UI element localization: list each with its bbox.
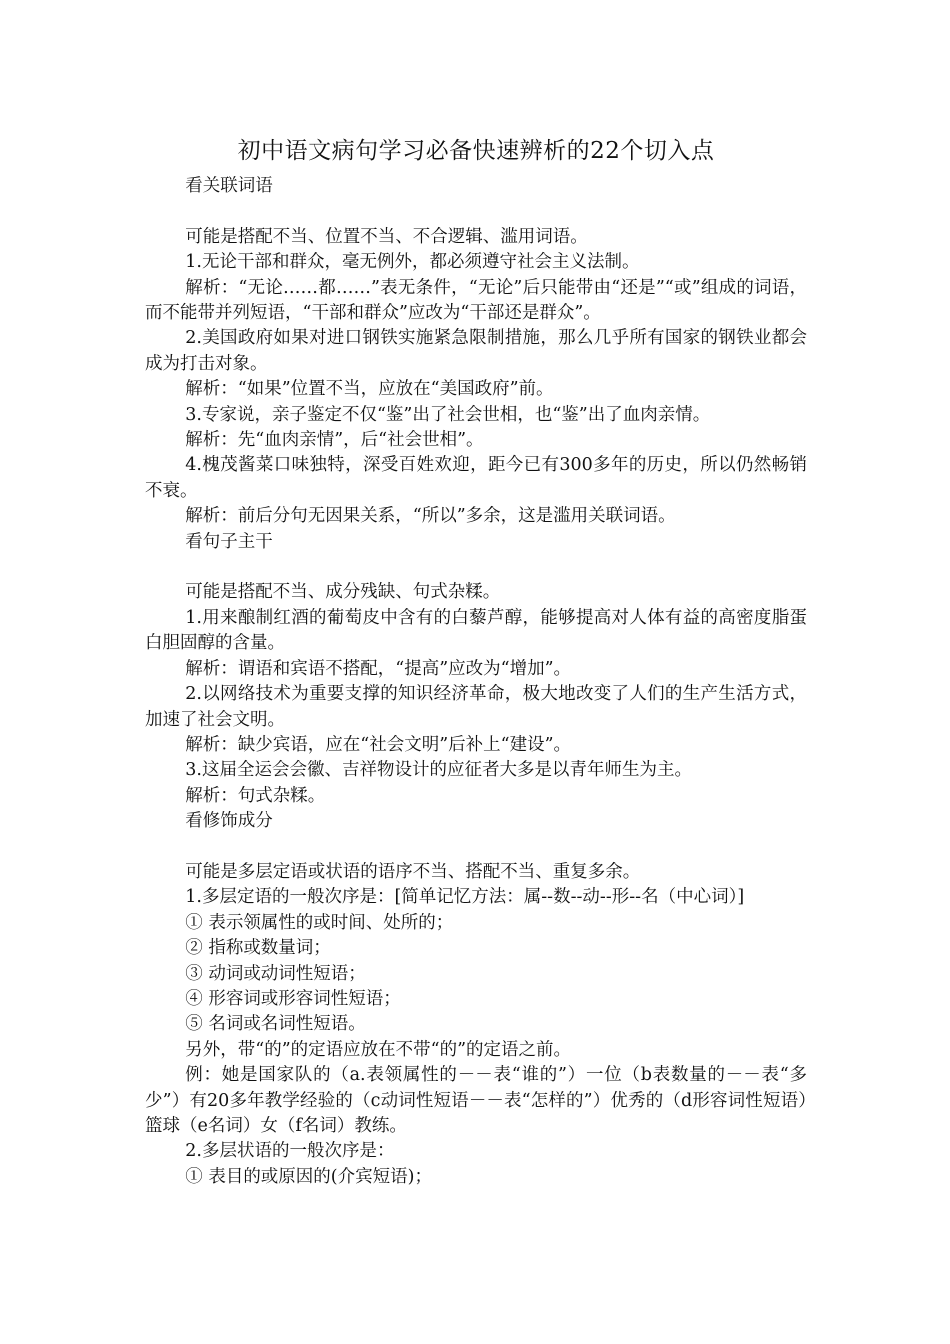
section-heading-modifiers: 看修饰成分 bbox=[185, 811, 273, 832]
section-heading-conjunctions: 看关联词语 bbox=[185, 176, 273, 196]
document-body bbox=[145, 134, 807, 1190]
paragraph: 解析：先“血肉亲情”，后“社会世相”。 bbox=[185, 430, 484, 451]
section-heading-sentence-trunk: 看句子主干 bbox=[185, 531, 273, 552]
paragraph: 1.用来酿制红酒的葡萄皮中含有的白藜芦醇，能够提高对人体有益的高密度脂蛋白胆固醇的含量。 bbox=[145, 607, 807, 654]
paragraph: 解析：句式杂糅。 bbox=[185, 785, 326, 806]
list-item: ④ 形容词或形容词性短语； bbox=[185, 988, 401, 1009]
page-title: 初中语文病句学习必备快速辨析的22个切入点 bbox=[237, 138, 715, 164]
paragraph: 解析：缺少宾语，应在“社会文明”后补上“建设”。 bbox=[185, 734, 572, 755]
list-item: ③ 动词或动词性短语； bbox=[185, 963, 366, 984]
paragraph: 1.多层定语的一般次序是：[简单记忆方法：属--数--动--形--名（中心词）] bbox=[185, 887, 745, 908]
paragraph: 解析：“如果”位置不当，应放在“美国政府”前。 bbox=[185, 379, 554, 400]
paragraph: 可能是搭配不当、成分残缺、句式杂糅。 bbox=[185, 582, 501, 603]
paragraph: 可能是多层定语或状语的语序不当、搭配不当、重复多余。 bbox=[185, 861, 641, 882]
paragraph: 2.多层状语的一般次序是： bbox=[185, 1141, 395, 1162]
paragraph: 3.这届全运会会徽、吉祥物设计的应征者大多是以青年师生为主。 bbox=[185, 760, 692, 781]
paragraph: 另外，带“的”的定语应放在不带“的”的定语之前。 bbox=[185, 1039, 572, 1060]
paragraph: 解析：前后分句无因果关系，“所以”多余，这是滥用关联词语。 bbox=[185, 506, 676, 527]
paragraph: 解析：“无论……都……”表无条件，“无论”后只能带由“还是”“或”组成的词语，而不能带并列短语，“干部和群众”应改为“干部还是群众”。 bbox=[145, 277, 807, 324]
paragraph: 例：她是国家队的（a.表领属性的－－表“谁的”）一位（b表数量的－－表“多少”）有20多年教学经验的（c动词性短语－－表“怎样的”）优秀的（d形容词性短语）篮球（e名词）女（f名词）教练。 bbox=[145, 1065, 807, 1136]
paragraph: 1.无论干部和群众，毫无例外，都必须遵守社会主义法制。 bbox=[185, 252, 640, 273]
paragraph: 2.以网络技术为重要支撑的知识经济革命，极大地改变了人们的生产生活方式，加速了社会文明。 bbox=[145, 684, 807, 730]
paragraph: 4.槐茂酱菜口味独特，深受百姓欢迎，距今已有300多年的历史，所以仍然畅销不衰。 bbox=[145, 455, 807, 501]
list-item: ⑤ 名词或名词性短语。 bbox=[185, 1014, 366, 1035]
paragraph: 2.美国政府如果对进口钢铁实施紧急限制措施，那么几乎所有国家的钢铁业都会成为打击对象。 bbox=[145, 328, 807, 374]
list-item: ① 表示领属性的或时间、处所的； bbox=[185, 912, 454, 933]
list-item: ② 指称或数量词； bbox=[185, 938, 331, 959]
paragraph: 可能是搭配不当、位置不当、不合逻辑、滥用词语。 bbox=[185, 226, 588, 247]
paragraph: 解析：谓语和宾语不搭配，“提高”应改为“增加”。 bbox=[185, 658, 572, 679]
paragraph: 3.专家说，亲子鉴定不仅“鉴”出了社会世相，也“鉴”出了血肉亲情。 bbox=[185, 404, 711, 425]
list-item: ① 表目的或原因的(介宾短语)； bbox=[185, 1166, 432, 1187]
